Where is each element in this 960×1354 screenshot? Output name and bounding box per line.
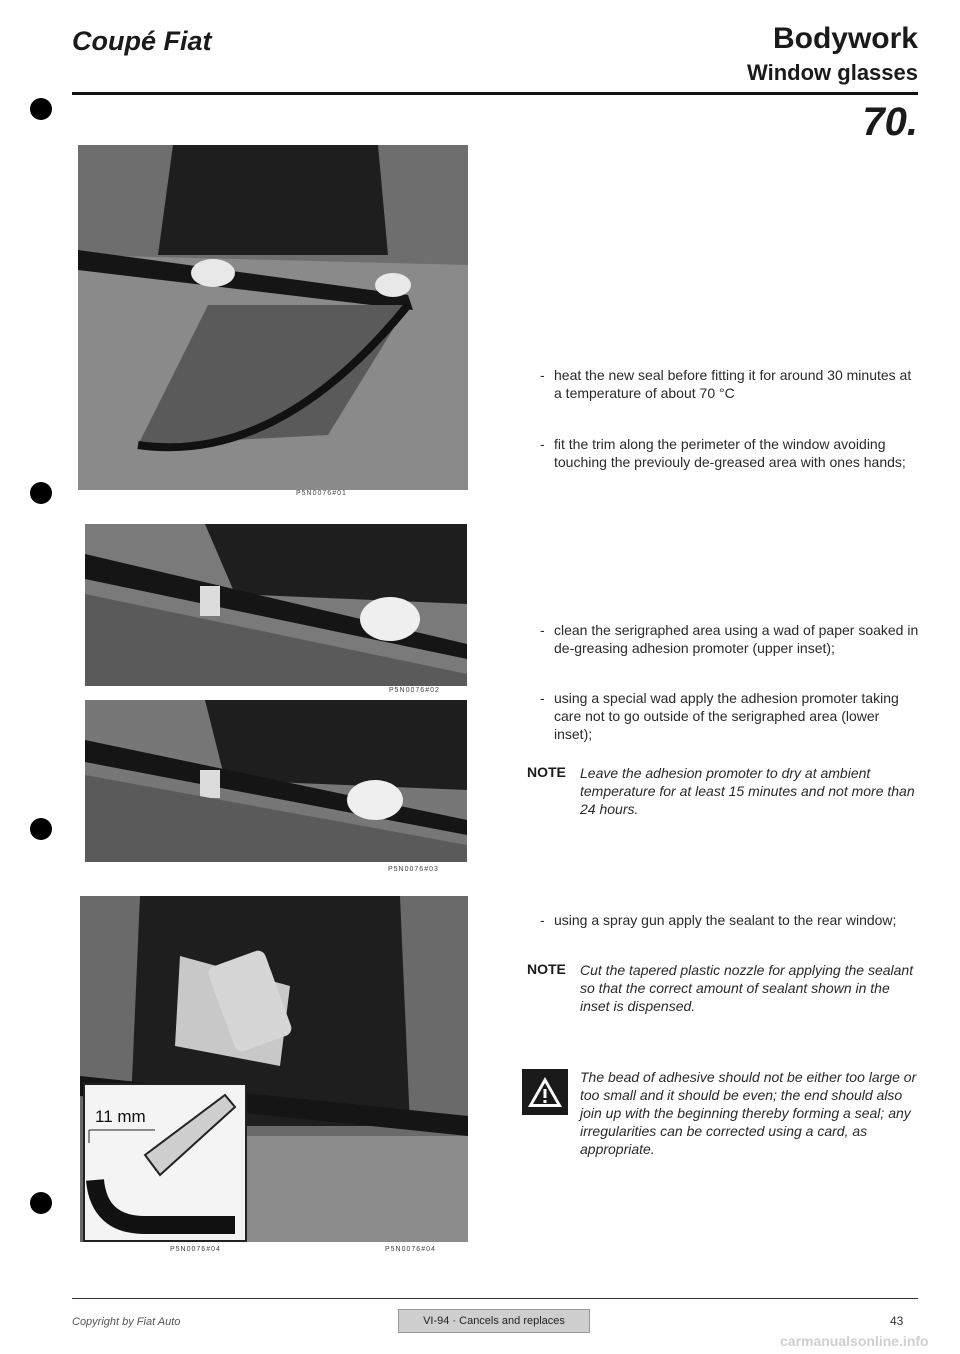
inset-dimension-label: 11 mm xyxy=(95,1107,146,1126)
step-dash: - xyxy=(540,912,545,928)
photo-apply-adhesion-promoter xyxy=(85,700,467,862)
step-item xyxy=(540,366,920,402)
warning-triangle-icon xyxy=(522,1069,568,1115)
binder-hole xyxy=(30,482,52,504)
binder-hole xyxy=(30,98,52,120)
page-code: 70. xyxy=(862,100,918,144)
step-text: clean the serigraphed area using a wad of paper soaked in de-greasing adhesion promoter (upper inset); xyxy=(554,622,919,656)
subsection-title: Window glasses xyxy=(747,60,918,85)
copyright-text: Copyright by Fiat Auto xyxy=(72,1316,181,1328)
step-text: heat the new seal before fitting it for around 30 minutes at a temperature of about 70 °C xyxy=(554,367,912,401)
step-dash: - xyxy=(540,690,545,706)
step-dash: - xyxy=(540,622,545,638)
note-text: Cut the tapered plastic nozzle for applying the sealant so that the correct amount of sealant shown in the inset is dispensed. xyxy=(580,962,914,1014)
photo-clean-serigraphed-area xyxy=(85,524,467,686)
header-divider xyxy=(72,92,918,95)
figure-ref: P5N0076#03 xyxy=(388,866,439,873)
binder-hole xyxy=(30,1192,52,1214)
figure-ref: P5N0076#02 xyxy=(389,687,440,694)
page-number: 43 xyxy=(890,1314,904,1328)
figure-ref: P5N0076#04 xyxy=(170,1246,221,1253)
step-dash: - xyxy=(540,367,545,383)
note-label: NOTE xyxy=(527,961,566,977)
document-brand-title: Coupé Fiat xyxy=(72,26,212,56)
note-label: NOTE xyxy=(527,764,566,780)
step-text: using a spray gun apply the sealant to the rear window; xyxy=(554,912,897,928)
step-item xyxy=(540,435,920,471)
step-text: fit the trim along the perimeter of the window avoiding touching the previouly de-greased area with ones hands; xyxy=(554,436,906,470)
figure-ref: P5N0076#01 xyxy=(296,490,347,497)
inset-sealant-bead xyxy=(83,1083,247,1242)
footer-divider xyxy=(72,1298,918,1299)
step-text: using a special wad apply the adhesion promoter taking care not to go outside of the serigraphed area (lower inset); xyxy=(554,690,899,742)
watermark: carmanualsonline.info xyxy=(780,1333,929,1349)
edition-badge: VI-94 · Cancels and replaces xyxy=(398,1309,590,1333)
binder-hole xyxy=(30,818,52,840)
step-item xyxy=(540,689,920,743)
step-dash: - xyxy=(540,436,545,452)
step-item xyxy=(540,621,920,657)
photo-fitting-trim xyxy=(78,145,468,490)
figure-ref: P5N0076#04 xyxy=(385,1246,436,1253)
step-item xyxy=(540,911,920,929)
note-text: Leave the adhesion promoter to dry at ambient temperature for at least 15 minutes and not more than 24 hours. xyxy=(580,765,915,817)
warning-text: The bead of adhesive should not be either too large or too small and it should be even; the end should also join up with the beginning thereby forming a seal; any irregularities can be corrected using a card, as appropriate. xyxy=(580,1069,917,1157)
section-title: Bodywork xyxy=(772,22,918,55)
